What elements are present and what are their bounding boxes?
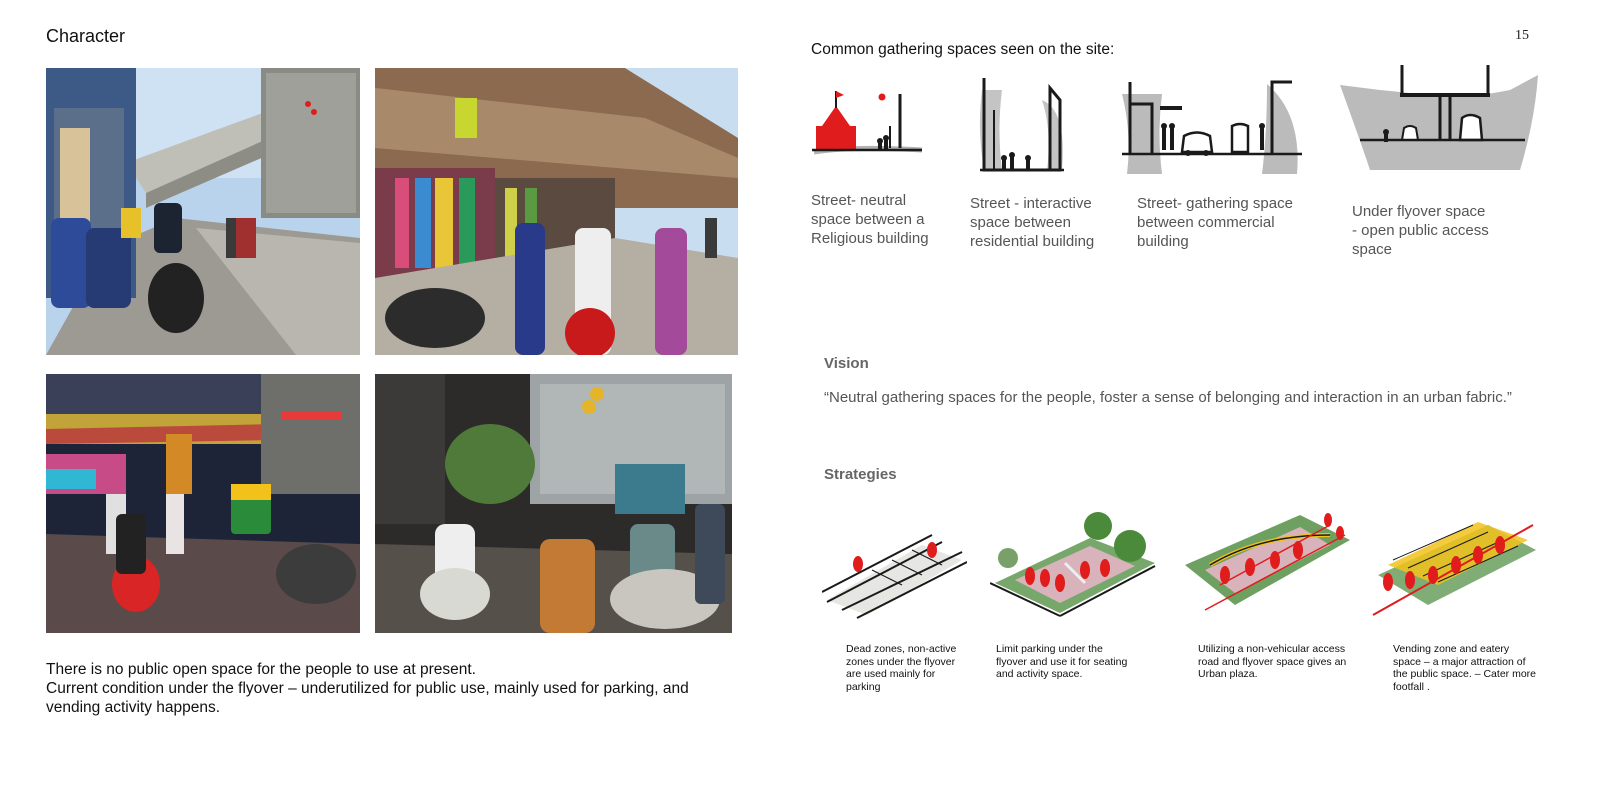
gathering-item-label: Street- neutral space between a Religious building (811, 192, 929, 247)
religious-building-sketch (812, 86, 927, 161)
gathering-item-label: Under flyover space - open public access space (1352, 203, 1489, 258)
market-street-photo (375, 68, 738, 355)
strategy-caption: Dead zones, non-active zones under the flyover are used mainly for parking (846, 643, 957, 693)
urban-plaza-sketch (1180, 505, 1355, 620)
vending-zone-sketch (1368, 510, 1538, 620)
night-traffic-flyover-photo (46, 374, 360, 633)
strategy-caption: Limit parking under the flyover and use it for seating and activity space. (996, 643, 1128, 680)
caption-line: Current condition under the flyover – underutilized for public use, mainly used for parking, and (46, 680, 689, 697)
night-parking-gathering-photo (375, 374, 732, 633)
street-flyover-photo (46, 68, 360, 355)
vision-quote: “Neutral gathering spaces for the people, foster a sense of belonging and interaction in an urban fabric.” (824, 389, 1512, 406)
gathering-item-label: Street - interactive space between residential building (970, 195, 1095, 250)
caption-line: vending activity happens. (46, 699, 221, 716)
vision-heading: Vision (824, 355, 869, 372)
page-title: Character (46, 26, 126, 46)
dead-zone-sketch (822, 530, 967, 620)
residential-street-sketch (972, 70, 1072, 175)
gathering-spaces-heading: Common gathering spaces seen on the site: (811, 41, 1115, 58)
strategy-caption: Utilizing a non-vehicular access road and flyover space gives an Urban plaza. (1198, 643, 1347, 680)
gathering-item-label: Street- gathering space between commercial building (1137, 195, 1293, 250)
seating-space-sketch (990, 508, 1160, 620)
strategy-caption: Vending zone and eatery space – a major attraction of the public space. – Cater more footfall . (1393, 643, 1536, 693)
site-condition-caption (46, 660, 736, 717)
strategies-heading: Strategies (824, 466, 897, 483)
commercial-street-sketch (1122, 74, 1302, 179)
page-number: 15 (1515, 28, 1529, 43)
flyover-space-sketch (1340, 60, 1538, 180)
caption-line: There is no public open space for the people to use at present. (46, 661, 476, 678)
